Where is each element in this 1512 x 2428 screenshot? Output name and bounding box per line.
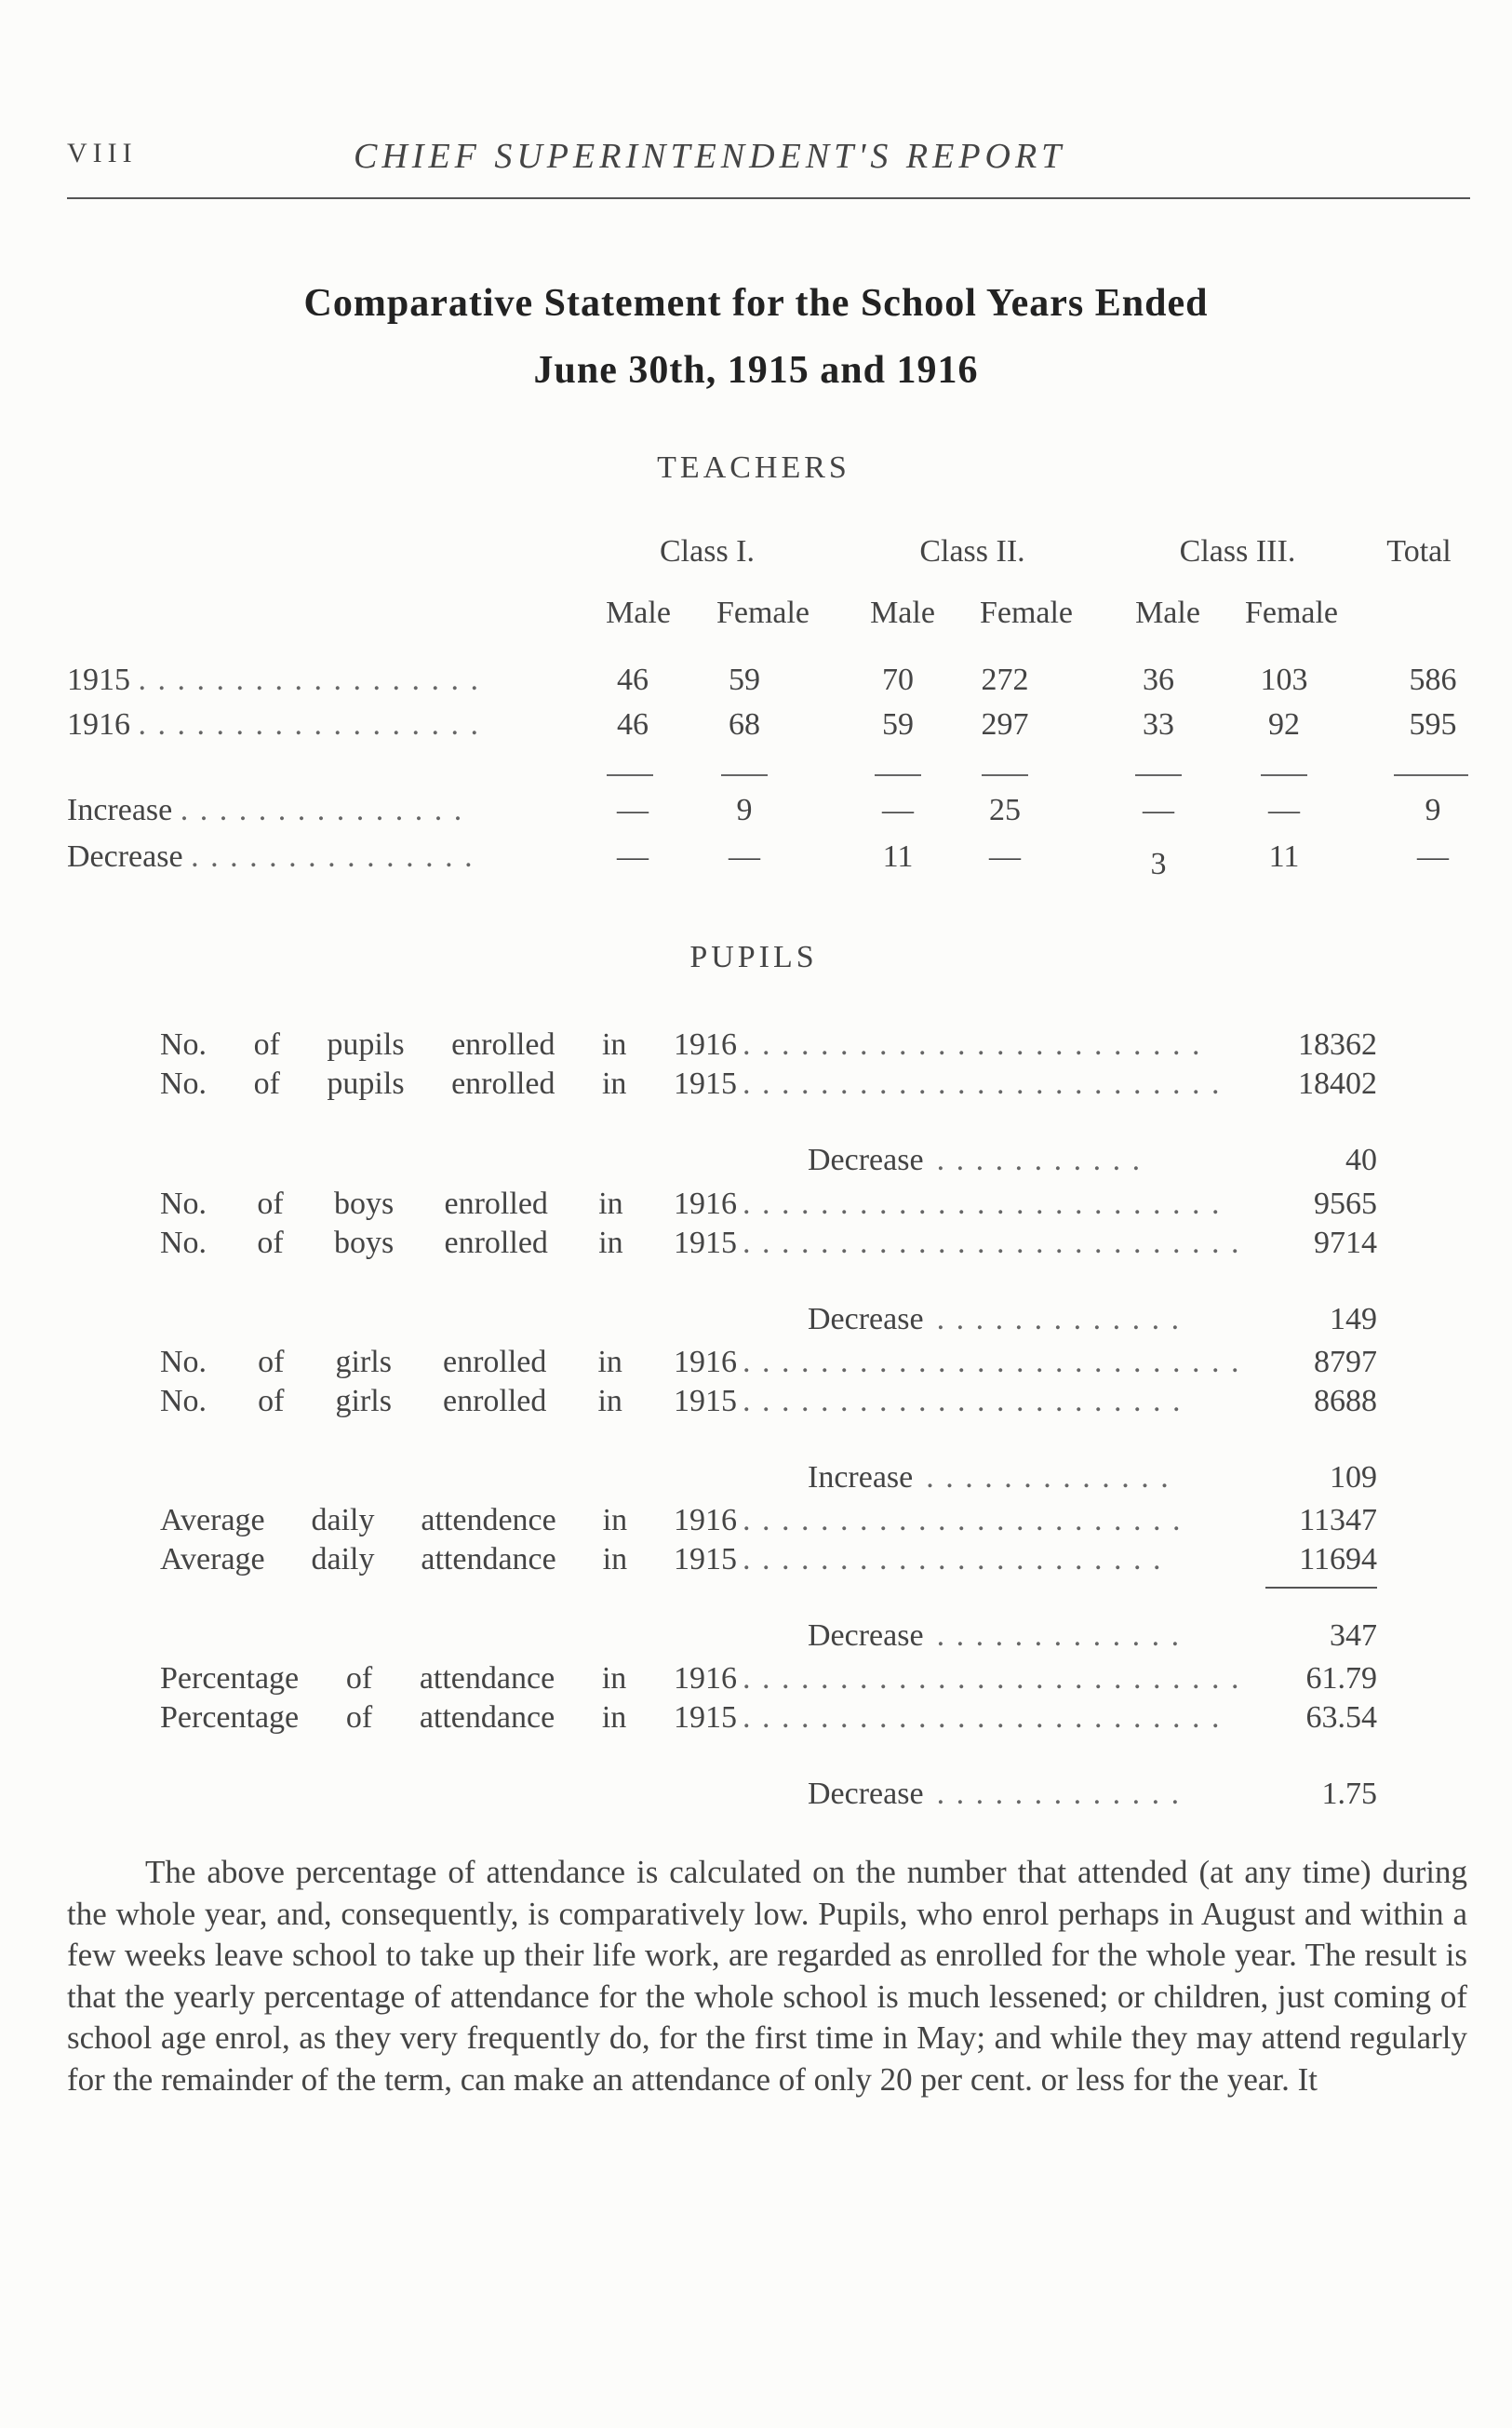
teachers-cell: —	[617, 793, 649, 827]
pupils-row-label: No. of girls enrolled in 1915	[160, 1384, 737, 1418]
sum-rule	[982, 774, 1028, 776]
leader-dots: . . . . . . . . . . . . . . . . . . . . . . . . .	[743, 1187, 1222, 1221]
teachers-cell: —	[989, 839, 1021, 874]
leader-dots: . . . . . . . . . . . . . . . . . . . . . .	[743, 1542, 1163, 1576]
sum-rule	[721, 774, 768, 776]
teachers-cell: 9	[736, 793, 753, 827]
pupils-result-label: Decrease . . . . . . . . . . . . .	[808, 1302, 1182, 1336]
sum-rule	[875, 774, 921, 776]
teachers-cell: 92	[1268, 707, 1300, 742]
pupils-row-label: Average daily attendence in 1916	[160, 1503, 737, 1537]
teachers-cell: 3	[1150, 847, 1167, 881]
pupils-result-label: Decrease . . . . . . . . . . . . .	[808, 1777, 1182, 1811]
class-2-male-header: Male	[870, 596, 935, 630]
pupils-value: 11694	[1299, 1542, 1377, 1576]
pupils-value: 61.79	[1305, 1661, 1377, 1696]
pupils-result-value: 149	[1330, 1302, 1377, 1336]
teachers-row-label: 1916 . . . . . . . . . . . . . . . . . .	[67, 707, 480, 742]
teachers-cell: —	[729, 839, 760, 874]
class-3-header: Class III.	[1179, 534, 1296, 569]
teachers-cell: 25	[989, 793, 1021, 827]
teachers-cell: 59	[882, 707, 914, 742]
teachers-cell: 595	[1409, 707, 1457, 742]
teachers-cell: 68	[729, 707, 760, 742]
statement-title-line-2: June 30th, 1915 and 1916	[533, 349, 979, 392]
teachers-cell: —	[617, 839, 649, 874]
teachers-row-label: Decrease . . . . . . . . . . . . . . .	[67, 839, 475, 874]
statement-title-line-1: Comparative Statement for the School Years Ended	[303, 282, 1209, 325]
class-3-female-header: Female	[1244, 596, 1339, 630]
teachers-cell: 59	[729, 663, 760, 697]
teachers-cell: —	[1268, 793, 1300, 827]
pupils-row-label: No. of boys enrolled in 1915	[160, 1226, 737, 1260]
pupils-row-label: Average daily attendance in 1915	[160, 1542, 737, 1576]
teachers-cell: —	[882, 793, 914, 827]
pupils-row-label: No. of girls enrolled in 1916	[160, 1345, 737, 1379]
leader-dots: . . . . . . . . . . . . . . . . . . . . . . . . . .	[743, 1345, 1241, 1379]
pupils-row-label: No. of boys enrolled in 1916	[160, 1187, 737, 1221]
teachers-cell: 11	[882, 839, 914, 874]
teachers-row-label: Increase . . . . . . . . . . . . . . .	[67, 793, 464, 827]
teachers-cell: —	[1143, 793, 1174, 827]
pupils-heading: PUPILS	[689, 940, 818, 974]
leader-dots: . . . . . . . . . . . . . . . . . . . . . . .	[743, 1384, 1183, 1418]
class-1-female-header: Female	[716, 596, 810, 630]
leader-dots: . . . . . . . . . . . . . . . . . . . . . . . . . .	[743, 1661, 1241, 1696]
sum-rule	[1261, 774, 1307, 776]
pupils-value: 9565	[1314, 1187, 1377, 1221]
leader-dots: . . . . . . . . . . . . . . . . . . . . . . . . .	[743, 1066, 1222, 1101]
teachers-cell: 297	[981, 707, 1029, 742]
leader-dots: . . . . . . . . . . . . . . . . . . . . . . . .	[743, 1027, 1202, 1062]
teachers-cell: 36	[1143, 663, 1174, 697]
sum-rule	[1265, 1587, 1377, 1589]
pupils-value: 18402	[1298, 1066, 1377, 1101]
class-2-header: Class II.	[919, 534, 1025, 569]
total-header: Total	[1386, 534, 1452, 569]
page-number: VIII	[67, 138, 138, 168]
pupils-result-label: Decrease . . . . . . . . . . .	[808, 1143, 1143, 1177]
pupils-result-label: Decrease . . . . . . . . . . . . .	[808, 1618, 1182, 1653]
pupils-value: 8797	[1314, 1345, 1377, 1379]
sum-rule	[1135, 774, 1182, 776]
sum-rule	[1394, 774, 1468, 776]
pupils-result-value: 109	[1330, 1460, 1377, 1495]
pupils-value: 8688	[1314, 1384, 1377, 1418]
class-1-male-header: Male	[606, 596, 671, 630]
teachers-cell: —	[1417, 839, 1449, 874]
pupils-row-label: Percentage of attendance in 1915	[160, 1700, 737, 1735]
header-rule	[67, 197, 1470, 199]
teachers-cell: 9	[1425, 793, 1441, 827]
teachers-cell: 11	[1268, 839, 1300, 874]
teachers-heading: TEACHERS	[657, 450, 850, 485]
teachers-cell: 33	[1143, 707, 1174, 742]
pupils-row-label: No. of pupils enrolled in 1915	[160, 1066, 737, 1101]
pupils-value: 11347	[1299, 1503, 1377, 1537]
pupils-result-label: Increase . . . . . . . . . . . . .	[808, 1460, 1171, 1495]
teachers-cell: 586	[1409, 663, 1457, 697]
running-title: CHIEF SUPERINTENDENT'S REPORT	[354, 137, 1066, 176]
pupils-value: 9714	[1314, 1226, 1377, 1260]
class-1-header: Class I.	[660, 534, 755, 569]
attendance-note-paragraph: The above percentage of attendance is calculated on the number that attended (at any time) during the whole year, and, consequently, is comparatively low. Pupils, who enrol perhaps in August and within a few weeks leave school to take up their life work, are regarded as enrolled for the whole year. The result is that the yearly percentage of attendance for the whole school is much lessened; or children, just coming of school age enrol, as they very frequently do, for the first time in May; and while they may attend regularly for the remainder of the term, can make an attendance of only 20 per cent. or less for the year. It	[67, 1854, 1467, 2098]
pupils-value: 63.54	[1305, 1700, 1377, 1735]
leader-dots: . . . . . . . . . . . . . . . . . . . . . . . . .	[743, 1700, 1222, 1735]
pupils-row-label: No. of pupils enrolled in 1916	[160, 1027, 737, 1062]
pupils-value: 18362	[1298, 1027, 1377, 1062]
teachers-cell: 46	[617, 707, 649, 742]
pupils-row-label: Percentage of attendance in 1916	[160, 1661, 737, 1696]
teachers-cell: 103	[1260, 663, 1308, 697]
teachers-cell: 70	[882, 663, 914, 697]
teachers-cell: 272	[981, 663, 1029, 697]
leader-dots: . . . . . . . . . . . . . . . . . . . . . . . . . .	[743, 1226, 1241, 1260]
teachers-cell: 46	[617, 663, 649, 697]
pupils-result-value: 40	[1345, 1143, 1377, 1177]
sum-rule	[607, 774, 653, 776]
pupils-result-value: 347	[1330, 1618, 1377, 1653]
class-2-female-header: Female	[979, 596, 1074, 630]
leader-dots: . . . . . . . . . . . . . . . . . . . . . . .	[743, 1503, 1183, 1537]
class-3-male-header: Male	[1135, 596, 1200, 630]
pupils-result-value: 1.75	[1321, 1777, 1377, 1811]
teachers-row-label: 1915 . . . . . . . . . . . . . . . . . .	[67, 663, 480, 697]
